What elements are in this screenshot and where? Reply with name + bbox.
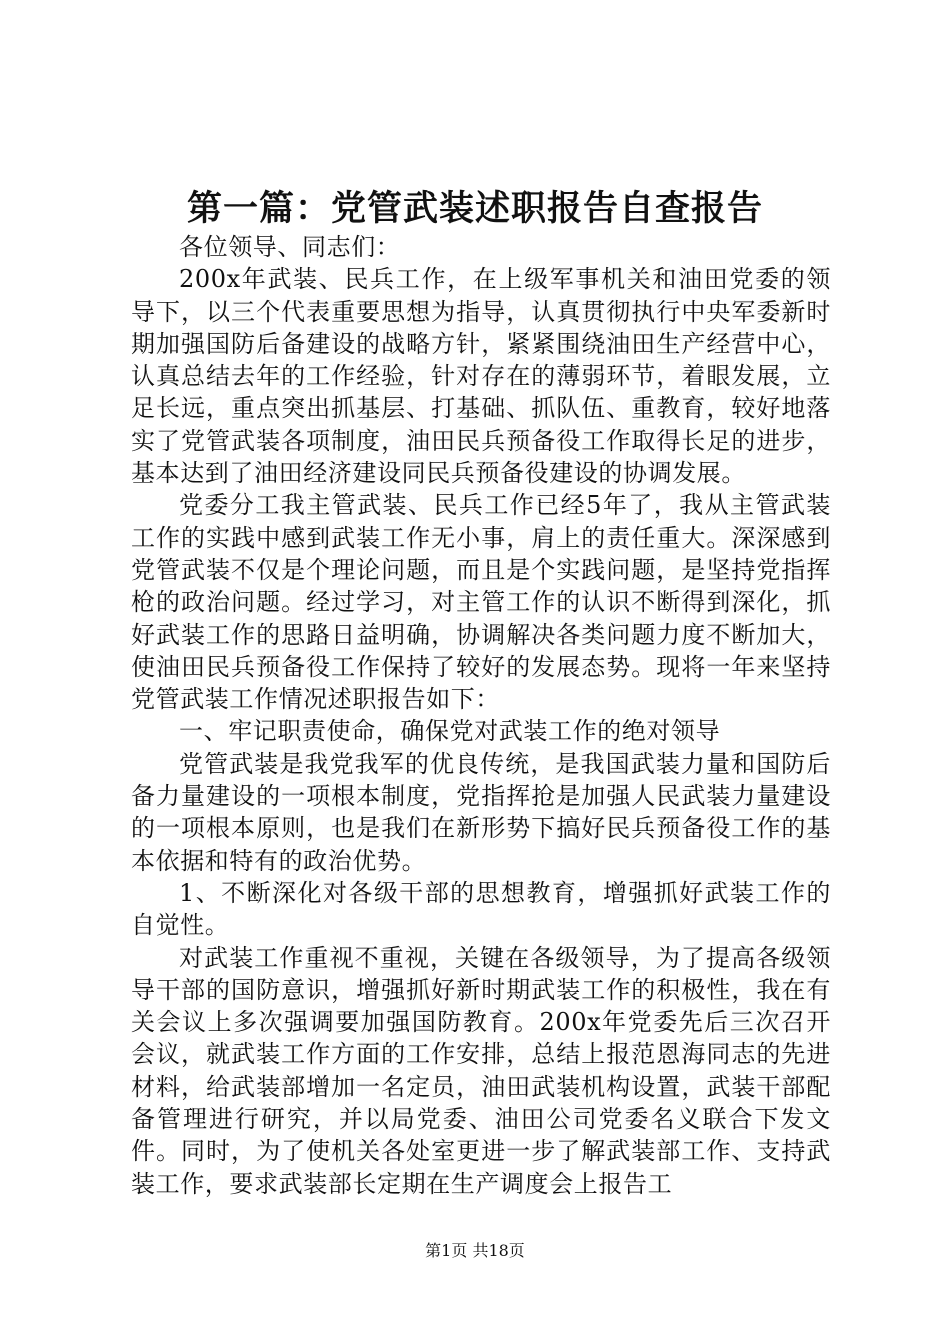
paragraph: 对武装工作重视不重视，关键在各级领导，为了提高各级领导干部的国防意识，增强抓好新时期武装工作的积极性，我在有关会议上多次强调要加强国防教育。200x年党委先后三次召开会议，就武装工作方面的工作安排，总结上报范恩海同志的先进材料，给武装部增加一名定员，油田武装机构设置，武装干部配备管理进行研究，并以局党委、油田公司党委名义联合下发文件。同时，为了使机关各处室更进一步了解武装部工作、支持武装工作，要求武装部长定期在生产调度会上报告工 <box>131 943 831 1198</box>
paragraph: 党管武装是我党我军的优良传统，是我国武装力量和国防后备力量建设的一项根本制度，党指挥抢是加强人民武装力量建设的一项根本原则，也是我们在新形势下搞好民兵预备役工作的基本依据和特有的政治优势。 <box>131 749 831 875</box>
document-body <box>131 231 831 1200</box>
paragraph: 党委分工我主管武装、民兵工作已经5年了，我从主管武装工作的实践中感到武装工作无小事，肩上的责任重大。深深感到党管武装不仅是个理论问题，而且是个实践问题，是坚持党指挥枪的政治问题。经过学习，对主管工作的认识不断得到深化，抓好武装工作的思路日益明确，协调解决各类问题力度不断加大，使油田民兵预备役工作保持了较好的发展态势。现将一年来坚持党管武装工作情况述职报告如下： <box>131 491 831 714</box>
salutation: 各位领导、同志们： <box>179 233 401 261</box>
section-heading: 一、牢记职责使命，确保党对武装工作的绝对领导 <box>179 717 721 746</box>
subsection-heading: 1、不断深化对各级干部的思想教育，增强抓好武装工作的自觉性。 <box>131 878 831 940</box>
page-title: 第一篇：党管武装述职报告自查报告 <box>186 188 763 229</box>
page-number-footer: 第1页 共18页 <box>425 1241 525 1260</box>
paragraph: 200x年武装、民兵工作，在上级军事机关和油田党委的领导下，以三个代表重要思想为指导，认真贯彻执行中央军委新时期加强国防后备建设的战略方针，紧紧围绕油田生产经营中心，认真总结去年的工作经验，针对存在的薄弱环节，着眼发展，立足长远，重点突出抓基层、打基础、抓队伍、重教育，较好地落实了党管武装各项制度，油田民兵预备役工作取得长足的进步，基本达到了油田经济建设同民兵预备役建设的协调发展。 <box>131 265 831 488</box>
